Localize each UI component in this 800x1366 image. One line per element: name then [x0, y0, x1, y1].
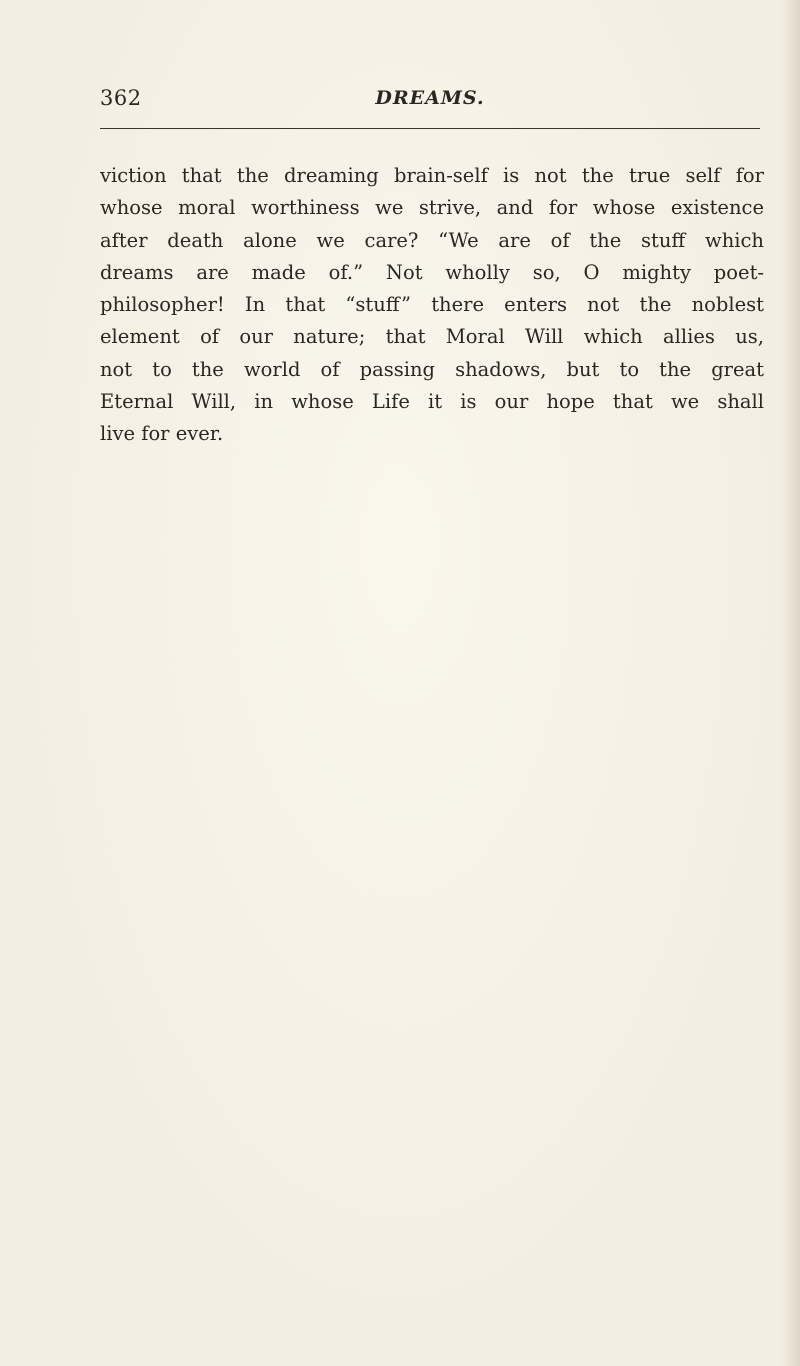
text-line: Eternal Will, in whose Life it is our hope that we shall	[100, 390, 764, 414]
text-line: element of our nature; that Moral Will which allies us,	[100, 325, 764, 349]
body-paragraph	[100, 160, 764, 451]
text-line: philosopher! In that “stuff” there enters not the noblest	[100, 293, 764, 317]
running-title: DREAMS.	[375, 87, 485, 109]
text-line: live for ever.	[100, 422, 224, 446]
text-line: dreams are made of.” Not wholly so, O mighty poet-	[100, 260, 764, 284]
running-head	[100, 86, 760, 120]
text-line: viction that the dreaming brain-self is not the true self for	[100, 164, 764, 187]
page-edge-shadow	[782, 0, 800, 1366]
text-line: whose moral worthiness we strive, and for whose existence	[100, 196, 764, 220]
text-line: not to the world of passing shadows, but to the great	[100, 357, 764, 381]
page-number: 362	[100, 86, 142, 110]
text-line: after death alone we care? “We are of the stuff which	[100, 228, 764, 252]
header-rule	[100, 128, 760, 129]
